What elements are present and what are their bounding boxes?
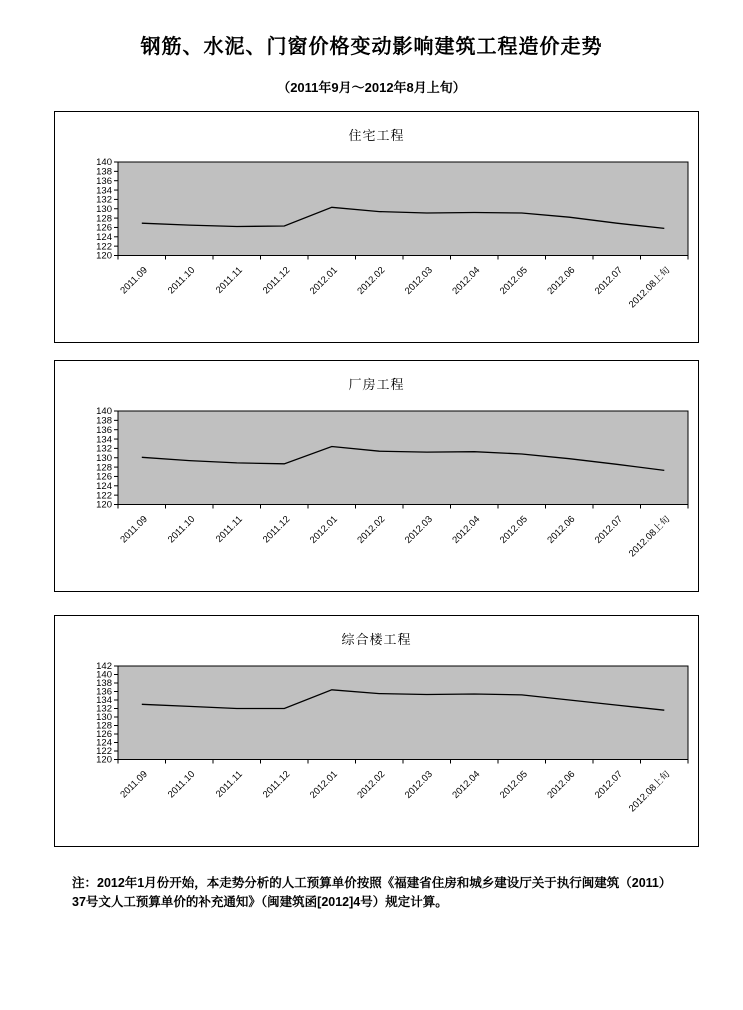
y-tick-label: 132 bbox=[96, 703, 112, 715]
chart-box-complex bbox=[54, 615, 699, 847]
chart-title-factory: 厂房工程 bbox=[348, 377, 405, 392]
x-tick-label: 2011.11 bbox=[213, 513, 245, 545]
x-tick-label: 2012.03 bbox=[402, 768, 435, 801]
y-tick-label: 120 bbox=[96, 499, 112, 511]
chart-title-residential: 住宅工程 bbox=[348, 128, 405, 143]
plot-area bbox=[118, 162, 688, 256]
y-tick-label: 120 bbox=[96, 754, 112, 766]
plot-area bbox=[118, 411, 688, 505]
x-tick-label: 2012.07 bbox=[592, 768, 625, 801]
x-tick-label: 2012.01 bbox=[307, 264, 340, 297]
y-tick-label: 122 bbox=[96, 490, 112, 502]
y-tick-label: 138 bbox=[96, 415, 112, 427]
x-tick-label: 2011.09 bbox=[118, 513, 150, 546]
y-tick-label: 124 bbox=[96, 737, 112, 749]
y-tick-label: 134 bbox=[96, 695, 112, 707]
x-tick-label: 2012.04 bbox=[450, 768, 483, 801]
y-tick-label: 130 bbox=[96, 452, 112, 464]
y-tick-label: 130 bbox=[96, 203, 112, 215]
page-title: 钢筋、水泥、门窗价格变动影响建筑工程造价走势 bbox=[140, 36, 603, 58]
x-tick-label: 2011.11 bbox=[213, 768, 245, 800]
y-tick-label: 120 bbox=[96, 250, 112, 262]
x-tick-label: 2012.01 bbox=[307, 768, 340, 801]
x-tick-label: 2011.09 bbox=[118, 768, 150, 801]
x-tick-label: 2012.06 bbox=[545, 264, 578, 297]
y-tick-label: 140 bbox=[96, 157, 112, 169]
chart-svg bbox=[55, 616, 698, 846]
x-tick-label: 2011.10 bbox=[165, 264, 198, 297]
y-tick-label: 124 bbox=[96, 232, 112, 243]
y-tick-label: 136 bbox=[96, 424, 112, 436]
x-tick-label: 2012.04 bbox=[450, 264, 483, 297]
x-tick-label: 2012.05 bbox=[497, 513, 530, 546]
footnote: 注：2012年1月份开始，本走势分析的人工预算单价按照《福建省住房和城乡建设厅关于执行闽建筑（2011）37号文人工预算单价的补充通知》（闽建筑函[2012]4号）规定计算。 bbox=[72, 876, 672, 910]
y-tick-label: 134 bbox=[96, 185, 112, 197]
y-tick-label: 136 bbox=[96, 175, 112, 187]
chart-svg bbox=[55, 361, 698, 591]
y-tick-label: 134 bbox=[96, 434, 112, 446]
x-tick-label: 2011.09 bbox=[118, 264, 150, 297]
chart-canvas-factory bbox=[55, 361, 698, 591]
x-tick-label: 2012.08上旬 bbox=[626, 768, 673, 815]
x-tick-label: 2012.03 bbox=[402, 264, 435, 297]
x-tick-label: 2011.12 bbox=[260, 264, 293, 297]
y-tick-label: 132 bbox=[96, 194, 112, 206]
x-tick-label: 2011.12 bbox=[260, 768, 293, 801]
y-tick-label: 122 bbox=[96, 746, 112, 758]
y-tick-label: 126 bbox=[96, 471, 112, 483]
x-tick-label: 2012.06 bbox=[545, 513, 578, 546]
chart-svg bbox=[55, 112, 698, 342]
y-tick-label: 138 bbox=[96, 678, 112, 690]
x-tick-label: 2012.06 bbox=[545, 768, 578, 801]
y-tick-label: 136 bbox=[96, 686, 112, 698]
x-tick-label: 2012.01 bbox=[307, 513, 340, 546]
y-tick-label: 140 bbox=[96, 669, 112, 681]
chart-canvas-residential bbox=[55, 112, 698, 342]
x-tick-label: 2012.07 bbox=[592, 264, 625, 297]
y-tick-label: 128 bbox=[96, 213, 112, 225]
y-tick-label: 130 bbox=[96, 712, 112, 724]
x-tick-label: 2011.10 bbox=[165, 768, 198, 801]
y-tick-label: 142 bbox=[96, 661, 112, 673]
x-tick-label: 2012.08上旬 bbox=[626, 264, 673, 311]
x-tick-label: 2012.08上旬 bbox=[626, 513, 673, 560]
y-tick-label: 128 bbox=[96, 720, 112, 732]
chart-box-factory bbox=[54, 360, 699, 592]
y-tick-label: 140 bbox=[96, 406, 112, 418]
x-tick-label: 2012.04 bbox=[450, 513, 483, 546]
x-tick-label: 2012.02 bbox=[355, 513, 388, 546]
y-tick-label: 122 bbox=[96, 241, 112, 253]
chart-canvas-complex bbox=[55, 616, 698, 846]
y-tick-label: 132 bbox=[96, 443, 112, 455]
x-tick-label: 2012.02 bbox=[355, 264, 388, 297]
x-tick-label: 2012.02 bbox=[355, 768, 388, 801]
chart-box-residential bbox=[54, 111, 699, 343]
x-tick-label: 2011.10 bbox=[165, 513, 198, 546]
chart-title-complex: 综合楼工程 bbox=[341, 632, 412, 647]
y-tick-label: 138 bbox=[96, 166, 112, 178]
x-tick-label: 2012.05 bbox=[497, 264, 530, 297]
x-tick-label: 2012.07 bbox=[592, 513, 625, 546]
y-tick-label: 126 bbox=[96, 729, 112, 741]
x-tick-label: 2011.11 bbox=[213, 264, 245, 296]
x-tick-label: 2011.12 bbox=[260, 513, 293, 546]
x-tick-label: 2012.05 bbox=[497, 768, 530, 801]
y-tick-label: 128 bbox=[96, 462, 112, 474]
page-subtitle: （2011年9月～2012年8月上旬） bbox=[277, 80, 466, 95]
y-tick-label: 124 bbox=[96, 481, 112, 492]
y-tick-label: 126 bbox=[96, 222, 112, 234]
x-tick-label: 2012.03 bbox=[402, 513, 435, 546]
plot-area bbox=[118, 666, 688, 760]
